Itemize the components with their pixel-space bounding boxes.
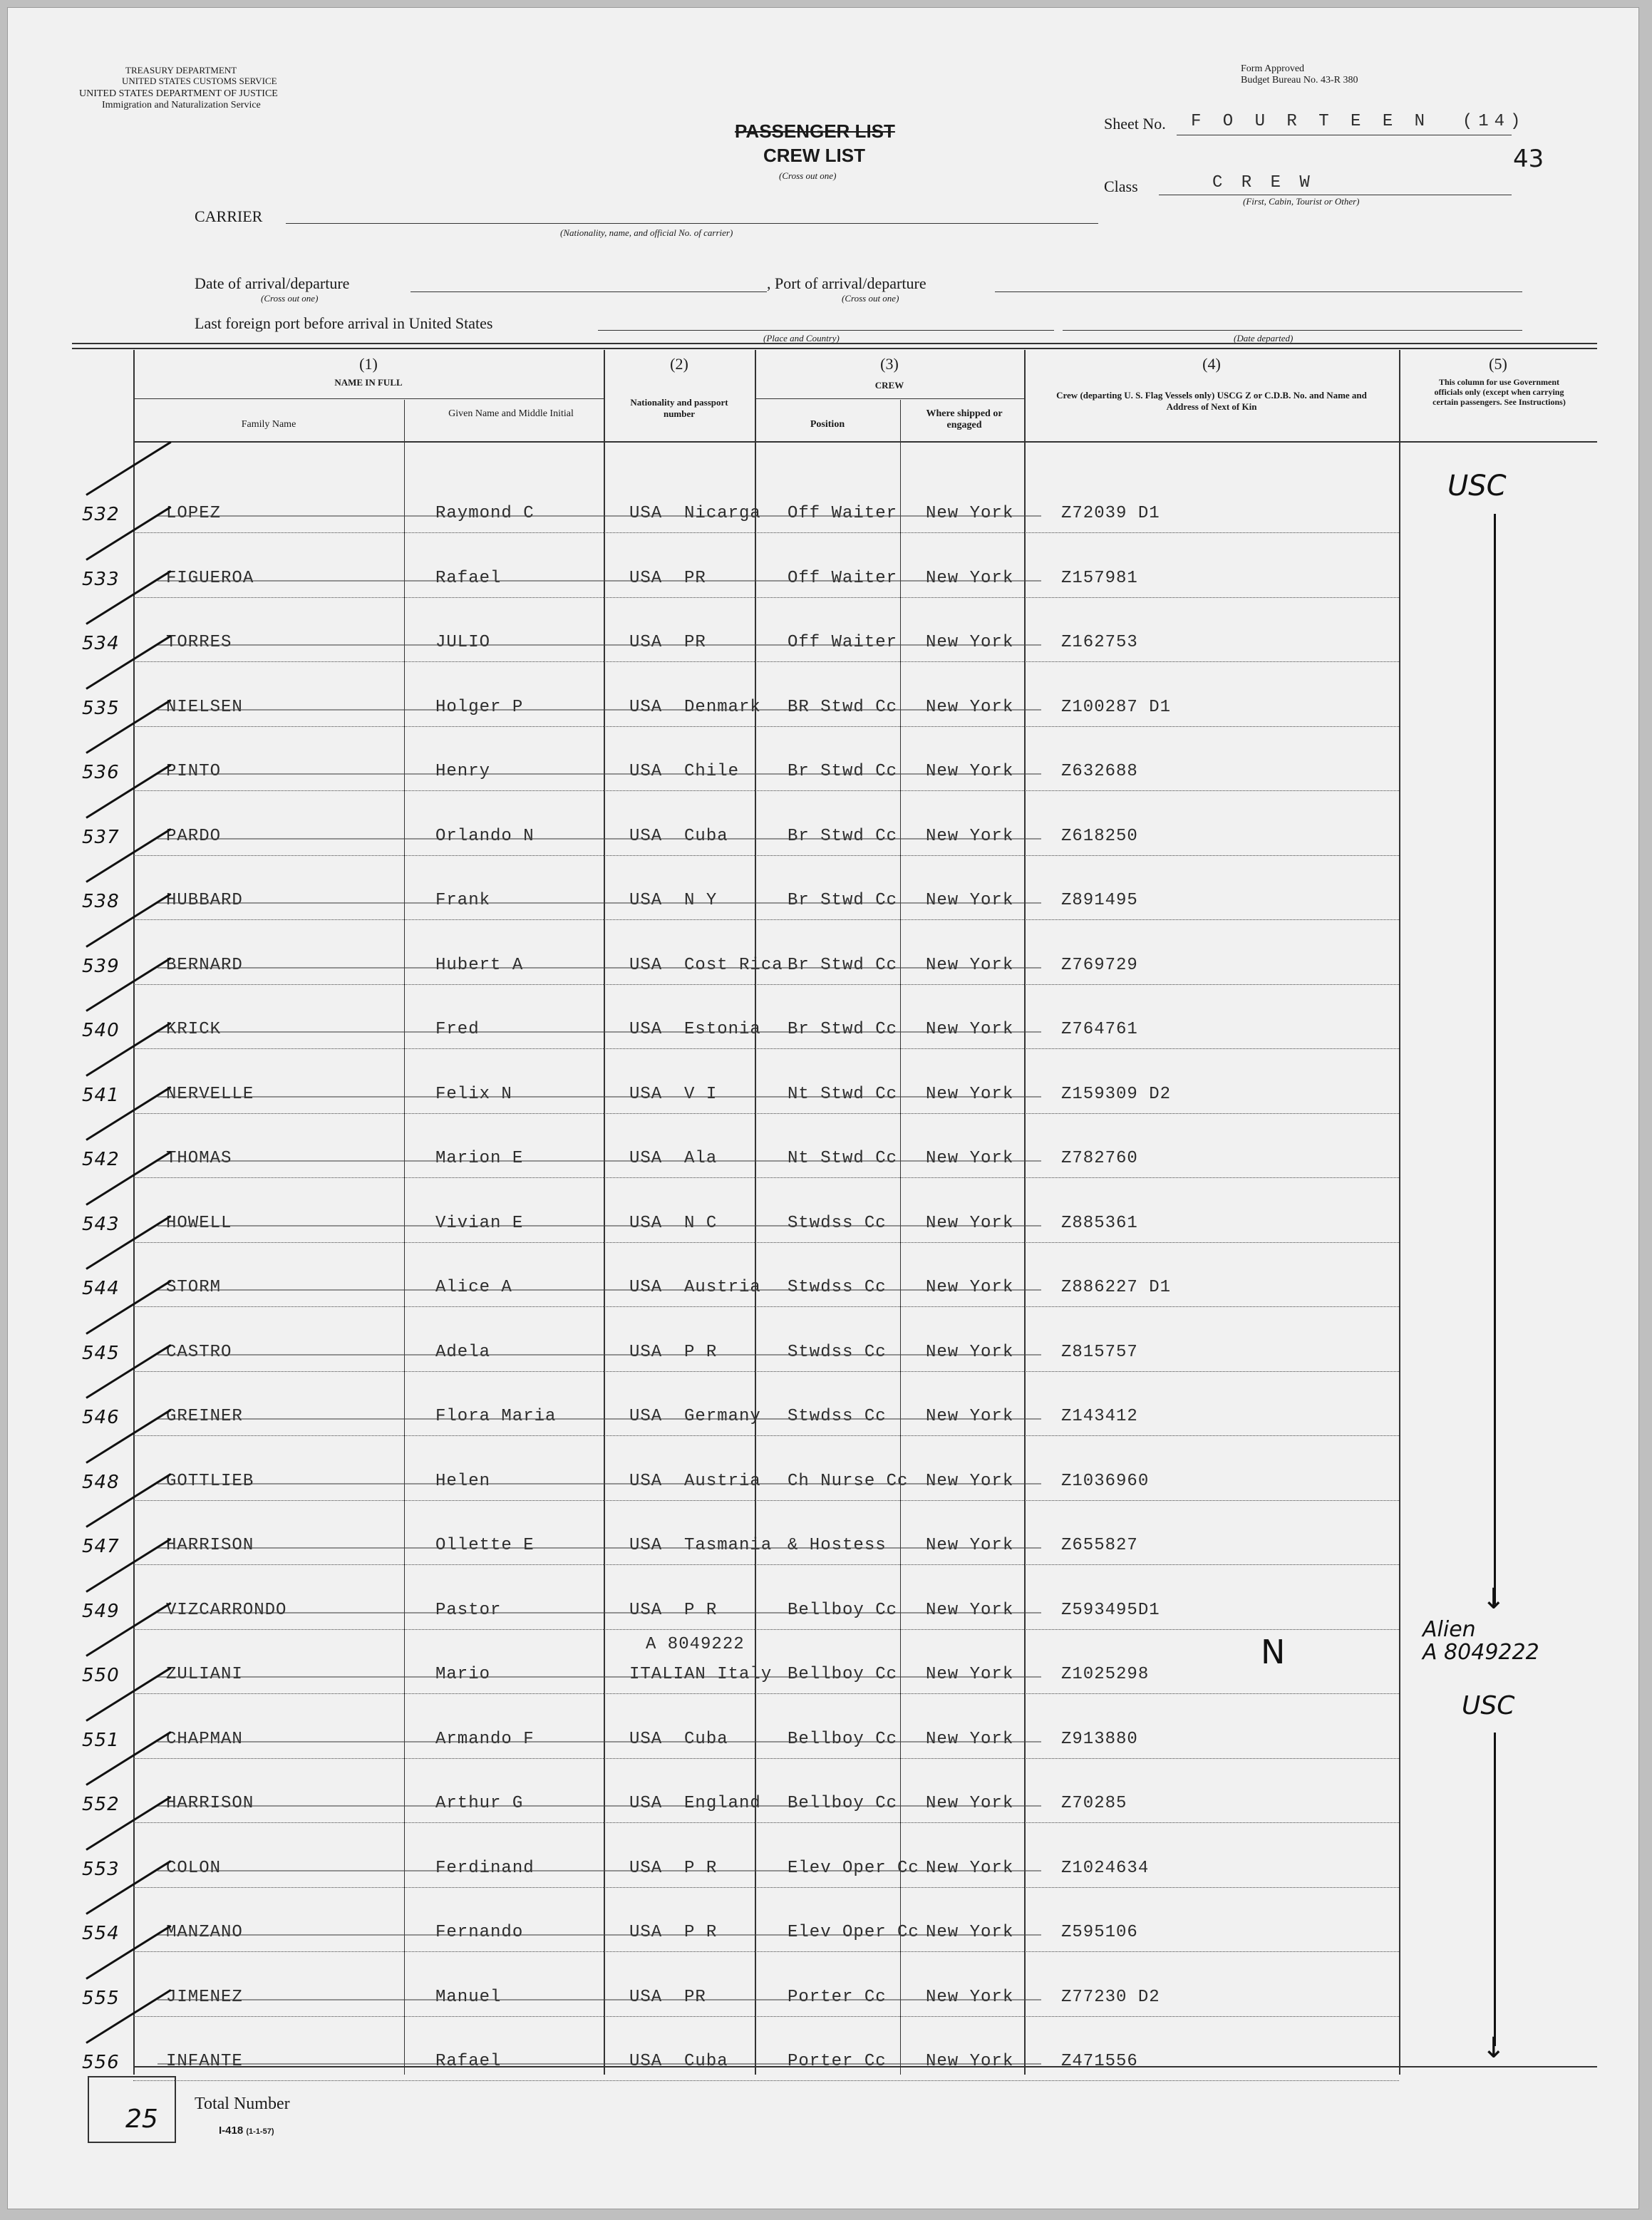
row-number: 556 [82, 2052, 120, 2073]
family-name: KRICK [166, 1020, 222, 1039]
nationality: USA P R [629, 1923, 718, 1942]
given-name: Holger P [435, 698, 524, 717]
family-name: TORRES [166, 633, 232, 652]
where-shipped: New York [926, 1472, 1014, 1491]
row-number: 535 [82, 698, 120, 719]
uscg-z-number: Z593495D1 [1061, 1601, 1160, 1620]
row-rule [133, 2080, 1399, 2081]
crew-position: Br Stwd Cc [788, 956, 898, 975]
uscg-z-number: Z100287 D1 [1061, 698, 1172, 717]
row-strike-line [158, 1870, 1041, 1871]
class-caption: (First, Cabin, Tourist or Other) [1243, 196, 1360, 207]
where-shipped: New York [926, 1020, 1014, 1039]
usc-bracket-top [1494, 514, 1496, 1604]
col2-number: (2) [670, 355, 688, 373]
passport-number: A 8049222 [646, 1635, 745, 1654]
place-caption: (Place and Country) [763, 333, 840, 344]
where-shipped: New York [926, 1730, 1014, 1749]
row-rule [133, 726, 1399, 727]
col1-title: NAME IN FULL [334, 377, 403, 388]
where-shipped: New York [926, 569, 1014, 588]
date-departed-line [1063, 330, 1522, 331]
crew-position: Stwdss Cc [788, 1214, 887, 1233]
uscg-z-number: Z815757 [1061, 1343, 1138, 1362]
given-name-header: Given Name and Middle Initial [448, 408, 574, 419]
where-shipped: New York [926, 1278, 1014, 1297]
given-name: Ferdinand [435, 1859, 535, 1878]
crew-position: Porter Cc [788, 1988, 887, 2007]
page-number: 43 [1513, 145, 1544, 173]
row-rule [133, 597, 1399, 598]
family-name: CASTRO [166, 1343, 232, 1362]
col-divider-nat [755, 350, 756, 2075]
row-rule [133, 919, 1399, 920]
row-strike-line [158, 1612, 1041, 1614]
given-name: Felix N [435, 1085, 512, 1104]
row-rule [133, 1758, 1399, 1759]
nationality: USA Tasmania [629, 1536, 773, 1555]
row-number: 547 [82, 1536, 120, 1557]
given-name: Fred [435, 1020, 480, 1039]
uscg-z-number: Z1036960 [1061, 1472, 1150, 1491]
row-strike-line [158, 580, 1041, 582]
agency-line-1: TREASURY DEPARTMENT [125, 65, 237, 76]
row-rule [133, 1113, 1399, 1114]
row-strike-line [158, 515, 1041, 517]
subheader-rule-1 [133, 398, 604, 399]
crew-position: Stwdss Cc [788, 1278, 887, 1297]
agency-line-3: UNITED STATES DEPARTMENT OF JUSTICE [79, 88, 278, 99]
uscg-z-number: Z618250 [1061, 827, 1138, 846]
family-name: COLON [166, 1859, 222, 1878]
row-rule [133, 2016, 1399, 2017]
row-strike-line [158, 1547, 1041, 1549]
uscg-z-number: Z162753 [1061, 633, 1138, 652]
row-rule [133, 1887, 1399, 1888]
where-shipped: New York [926, 1988, 1014, 2007]
row-strike-line [158, 838, 1041, 840]
crew-position: Stwdss Cc [788, 1343, 887, 1362]
row-rule [133, 1435, 1399, 1436]
family-name: HARRISON [166, 1794, 254, 1813]
where-shipped: New York [926, 1859, 1014, 1878]
uscg-z-number: Z886227 D1 [1061, 1278, 1172, 1297]
nationality: USA Austria [629, 1472, 761, 1491]
row-number: 532 [82, 504, 120, 525]
last-port-label: Last foreign port before arrival in United States [195, 314, 493, 332]
row-rule [133, 790, 1399, 791]
carrier-caption: (Nationality, name, and official No. of carrier) [560, 227, 733, 238]
row-number: 551 [82, 1730, 120, 1751]
nationality: USA P R [629, 1601, 718, 1620]
family-name-header: Family Name [241, 419, 296, 430]
cross-out-caption: (Cross out one) [779, 170, 837, 181]
uscg-z-number: Z913880 [1061, 1730, 1138, 1749]
col3-title: CREW [874, 380, 904, 391]
crew-position: Bellboy Cc [788, 1665, 898, 1684]
uscg-z-number: Z1025298 [1061, 1665, 1150, 1684]
where-shipped-header: Where shipped or engaged [926, 408, 1003, 430]
family-name: VIZCARRONDO [166, 1601, 287, 1620]
usc-bracket-bottom [1494, 1733, 1496, 2046]
family-name: STORM [166, 1278, 222, 1297]
col2-title: Nationality and passport number [630, 397, 728, 419]
col5-number: (5) [1489, 355, 1507, 373]
crew-position: Elev Oper Cc [788, 1923, 919, 1942]
where-shipped: New York [926, 1923, 1014, 1942]
sheet-value: F O U R T E E N (14) [1191, 112, 1527, 131]
family-name: HOWELL [166, 1214, 232, 1233]
row-strike-line [158, 1676, 1041, 1678]
date-label: Date of arrival/departure [195, 274, 350, 292]
given-name: JULIO [435, 633, 491, 652]
crew-position: Bellboy Cc [788, 1794, 898, 1813]
class-value: C R E W [1212, 173, 1314, 192]
title-passenger-list: PASSENGER LIST [735, 120, 895, 142]
given-name: Helen [435, 1472, 491, 1491]
uscg-z-number: Z595106 [1061, 1923, 1138, 1942]
row-strike-line [158, 1289, 1041, 1291]
row-rule [133, 661, 1399, 662]
where-shipped: New York [926, 956, 1014, 975]
col-divider-left [133, 350, 135, 2075]
where-shipped: New York [926, 1149, 1014, 1168]
row-strike-line [158, 2063, 1041, 2065]
position-header: Position [810, 419, 845, 430]
row-strike-line [158, 1934, 1041, 1936]
row-number: 554 [82, 1923, 120, 1944]
family-name: NIELSEN [166, 698, 243, 717]
row-rule [133, 1822, 1399, 1823]
where-shipped: New York [926, 1085, 1014, 1104]
given-name: Henry [435, 762, 491, 781]
row-number: 540 [82, 1020, 120, 1041]
row-number: 542 [82, 1149, 120, 1170]
nationality: USA P R [629, 1343, 718, 1362]
uscg-z-number: Z782760 [1061, 1149, 1138, 1168]
row-strike-line [158, 1160, 1041, 1162]
col4-title: Crew (departing U. S. Flag Vessels only) USCG Z or C.D.B. No. and Name and Address of Next of Kin [1056, 390, 1367, 412]
given-name: Marion E [435, 1149, 524, 1168]
given-name: Rafael [435, 2052, 502, 2071]
nationality: USA Nicarga [629, 504, 761, 523]
port-label: , Port of arrival/departure [767, 274, 926, 292]
nationality: USA P R [629, 1859, 718, 1878]
family-name: INFANTE [166, 2052, 243, 2071]
family-name: HARRISON [166, 1536, 254, 1555]
col5-title: This column for use Government officials only (except when carrying certain passengers. See Instructions) [1432, 377, 1566, 407]
family-name: PARDO [166, 827, 222, 846]
row-rule [133, 1564, 1399, 1565]
family-name: GREINER [166, 1407, 243, 1426]
given-name: Fernando [435, 1923, 524, 1942]
form-number-text: I-418 [219, 2125, 244, 2137]
family-name: LOPEZ [166, 504, 222, 523]
uscg-z-number: Z632688 [1061, 762, 1138, 781]
row-number: 555 [82, 1988, 120, 2009]
agency-line-4: Immigration and Naturalization Service [102, 100, 261, 110]
given-name: Armando F [435, 1730, 535, 1749]
row-number: 550 [82, 1665, 120, 1686]
row-strike-line [158, 1354, 1041, 1356]
crew-position: Br Stwd Cc [788, 827, 898, 846]
date-departed-caption: (Date departed) [1234, 333, 1294, 344]
row-number: 545 [82, 1343, 120, 1364]
row-strike-line [158, 773, 1041, 775]
uscg-z-number: Z77230 D2 [1061, 1988, 1160, 2007]
agency-line-2: UNITED STATES CUSTOMS SERVICE [122, 76, 277, 86]
uscg-z-number: Z159309 D2 [1061, 1085, 1172, 1104]
uscg-z-number: Z471556 [1061, 2052, 1138, 2071]
nationality: USA Cuba [629, 1730, 728, 1749]
crew-position: Br Stwd Cc [788, 891, 898, 910]
row-strike-line [158, 1031, 1041, 1033]
uscg-z-number: Z157981 [1061, 569, 1138, 588]
row-rule [133, 1306, 1399, 1307]
header-bottom-rule [133, 441, 1597, 443]
family-name: THOMAS [166, 1149, 232, 1168]
family-name: NERVELLE [166, 1085, 254, 1104]
row-number: 533 [82, 569, 120, 590]
uscg-z-number: Z769729 [1061, 956, 1138, 975]
where-shipped: New York [926, 762, 1014, 781]
form-date-text: (1-1-57) [246, 2127, 274, 2136]
crew-position: Elev Oper Cc [788, 1859, 919, 1878]
row-strike-line [158, 1805, 1041, 1807]
row-rule [133, 1371, 1399, 1372]
row-number: 552 [82, 1794, 120, 1815]
family-name: PINTO [166, 762, 222, 781]
row-number: 549 [82, 1601, 120, 1622]
nationality: USA PR [629, 1988, 706, 2007]
row-rule [133, 1242, 1399, 1243]
row-strike-line [158, 1741, 1041, 1743]
where-shipped: New York [926, 1214, 1014, 1233]
alien-note-2: A 8049222 [1423, 1640, 1539, 1665]
crew-position: Off Waiter [788, 569, 898, 588]
where-shipped: New York [926, 827, 1014, 846]
given-name: Alice A [435, 1278, 512, 1297]
given-name: Ollette E [435, 1536, 535, 1555]
col4-number: (4) [1202, 355, 1221, 373]
family-name: MANZANO [166, 1923, 243, 1942]
given-name: Raymond C [435, 504, 535, 523]
row-strike-line [158, 1418, 1041, 1420]
table-top-rule-2 [72, 348, 1597, 349]
family-name: CHAPMAN [166, 1730, 243, 1749]
row-number: 536 [82, 762, 120, 783]
table-top-rule-1 [72, 343, 1597, 344]
row-strike-line [158, 1483, 1041, 1485]
uscg-z-number: Z885361 [1061, 1214, 1138, 1233]
row-number: 541 [82, 1085, 120, 1106]
crew-position: Ch Nurse Cc [788, 1472, 909, 1491]
where-shipped: New York [926, 1407, 1014, 1426]
where-shipped: New York [926, 891, 1014, 910]
nationality: USA N Y [629, 891, 718, 910]
title-crew-list: CREW LIST [763, 145, 865, 166]
family-name: ZULIANI [166, 1665, 243, 1684]
crew-position: Stwdss Cc [788, 1407, 887, 1426]
given-name: Adela [435, 1343, 491, 1362]
row-rule [133, 532, 1399, 533]
nationality: USA Denmark [629, 698, 761, 717]
carrier-line [286, 223, 1098, 224]
given-name: Frank [435, 891, 491, 910]
budget-bureau: Budget Bureau No. 43-R 380 [1241, 75, 1358, 86]
row-rule [133, 1177, 1399, 1178]
crew-position: Br Stwd Cc [788, 1020, 898, 1039]
family-name: HUBBARD [166, 891, 243, 910]
nationality: USA PR [629, 633, 706, 652]
row-rule [133, 984, 1399, 985]
where-shipped: New York [926, 504, 1014, 523]
nationality: USA Austria [629, 1278, 761, 1297]
where-shipped: New York [926, 698, 1014, 717]
uscg-z-number: Z891495 [1061, 891, 1138, 910]
nationality: USA Estonia [629, 1020, 761, 1039]
given-name: Rafael [435, 569, 502, 588]
where-shipped: New York [926, 1665, 1014, 1684]
row-rule [133, 1693, 1399, 1694]
date-line [411, 291, 767, 292]
nationality: ITALIAN Italy [629, 1665, 773, 1684]
uscg-z-number: Z1024634 [1061, 1859, 1150, 1878]
n-mark: N [1261, 1633, 1286, 1671]
col-divider-kin [1399, 350, 1400, 2075]
given-name: Orlando N [435, 827, 535, 846]
row-strike-line [158, 1225, 1041, 1227]
nationality: USA Germany [629, 1407, 761, 1426]
last-port-line [598, 330, 1054, 331]
given-name: Hubert A [435, 956, 524, 975]
port-line [995, 291, 1522, 292]
family-name: GOTTLIEB [166, 1472, 254, 1491]
col-divider-given [604, 350, 605, 2075]
row-rule [133, 1500, 1399, 1501]
usc-arrow-bottom: ↓ [1482, 2032, 1506, 2065]
given-name: Flora Maria [435, 1407, 557, 1426]
col-divider-pos [900, 400, 901, 2075]
family-name: BERNARD [166, 956, 243, 975]
given-name: Arthur G [435, 1794, 524, 1813]
form-approved: Form Approved [1241, 63, 1305, 74]
nationality: USA PR [629, 569, 706, 588]
family-name: JIMENEZ [166, 1988, 243, 2007]
class-label: Class [1104, 177, 1138, 195]
form-page [7, 7, 1639, 2209]
where-shipped: New York [926, 1601, 1014, 1620]
row-number: 553 [82, 1859, 120, 1880]
where-shipped: New York [926, 1794, 1014, 1813]
row-number: 537 [82, 827, 120, 848]
nationality: USA V I [629, 1085, 718, 1104]
uscg-z-number: Z143412 [1061, 1407, 1138, 1426]
port-caption: (Cross out one) [842, 293, 899, 304]
nationality: USA England [629, 1794, 761, 1813]
crew-position: Bellboy Cc [788, 1601, 898, 1620]
uscg-z-number: Z764761 [1061, 1020, 1138, 1039]
row-strike-line [158, 1096, 1041, 1098]
crew-position: Nt Stwd Cc [788, 1149, 898, 1168]
uscg-z-number: Z655827 [1061, 1536, 1138, 1555]
row-rule [133, 855, 1399, 856]
col3-number: (3) [880, 355, 899, 373]
crew-position: Off Waiter [788, 633, 898, 652]
where-shipped: New York [926, 1343, 1014, 1362]
uscg-z-number: Z72039 D1 [1061, 504, 1160, 523]
total-value: 25 [125, 2105, 158, 2134]
carrier-label: CARRIER [195, 207, 263, 225]
uscg-z-number: Z70285 [1061, 1794, 1127, 1813]
nationality: USA N C [629, 1214, 718, 1233]
row-strike-line [158, 709, 1041, 711]
nationality: USA Cuba [629, 827, 728, 846]
nationality: USA Ala [629, 1149, 718, 1168]
form-number [219, 2125, 274, 2137]
crew-position: Bellboy Cc [788, 1730, 898, 1749]
crew-position: Off Waiter [788, 504, 898, 523]
date-caption: (Cross out one) [261, 293, 319, 304]
col-divider-family [404, 400, 405, 2075]
row-strike-line [158, 1999, 1041, 2000]
row-number: 548 [82, 1472, 120, 1493]
total-label: Total Number [195, 2095, 290, 2113]
crew-position: Porter Cc [788, 2052, 887, 2071]
family-name: FIGUEROA [166, 569, 254, 588]
row-number: 538 [82, 891, 120, 912]
where-shipped: New York [926, 633, 1014, 652]
col-divider-crew [1024, 350, 1026, 2075]
given-name: Pastor [435, 1601, 502, 1620]
nationality: USA Cuba [629, 2052, 728, 2071]
given-name: Vivian E [435, 1214, 524, 1233]
alien-note-1: Alien [1423, 1617, 1476, 1642]
row-strike-line [158, 902, 1041, 904]
row-number: 534 [82, 633, 120, 654]
crew-position: & Hostess [788, 1536, 887, 1555]
check-mark [86, 441, 171, 496]
row-number: 539 [82, 956, 120, 977]
row-number: 546 [82, 1407, 120, 1428]
row-number: 544 [82, 1278, 120, 1299]
crew-position: BR Stwd Cc [788, 698, 898, 717]
usc-mark-bottom: USC [1462, 1691, 1515, 1720]
row-rule [133, 1048, 1399, 1049]
usc-arrow-top: ↓ [1482, 1583, 1506, 1616]
sheet-label: Sheet No. [1104, 115, 1166, 133]
usc-mark-top: USC [1447, 470, 1507, 502]
crew-position: Nt Stwd Cc [788, 1085, 898, 1104]
nationality: USA Cost Rica [629, 956, 783, 975]
where-shipped: New York [926, 1536, 1014, 1555]
col1-number: (1) [359, 355, 378, 373]
row-number: 543 [82, 1214, 120, 1235]
where-shipped: New York [926, 2052, 1014, 2071]
subheader-rule-3 [755, 398, 1024, 399]
row-rule [133, 1951, 1399, 1952]
nationality: USA Chile [629, 762, 740, 781]
crew-position: Br Stwd Cc [788, 762, 898, 781]
row-strike-line [158, 967, 1041, 969]
given-name: Mario [435, 1665, 491, 1684]
row-strike-line [158, 644, 1041, 646]
given-name: Manuel [435, 1988, 502, 2007]
row-rule [133, 1629, 1399, 1630]
